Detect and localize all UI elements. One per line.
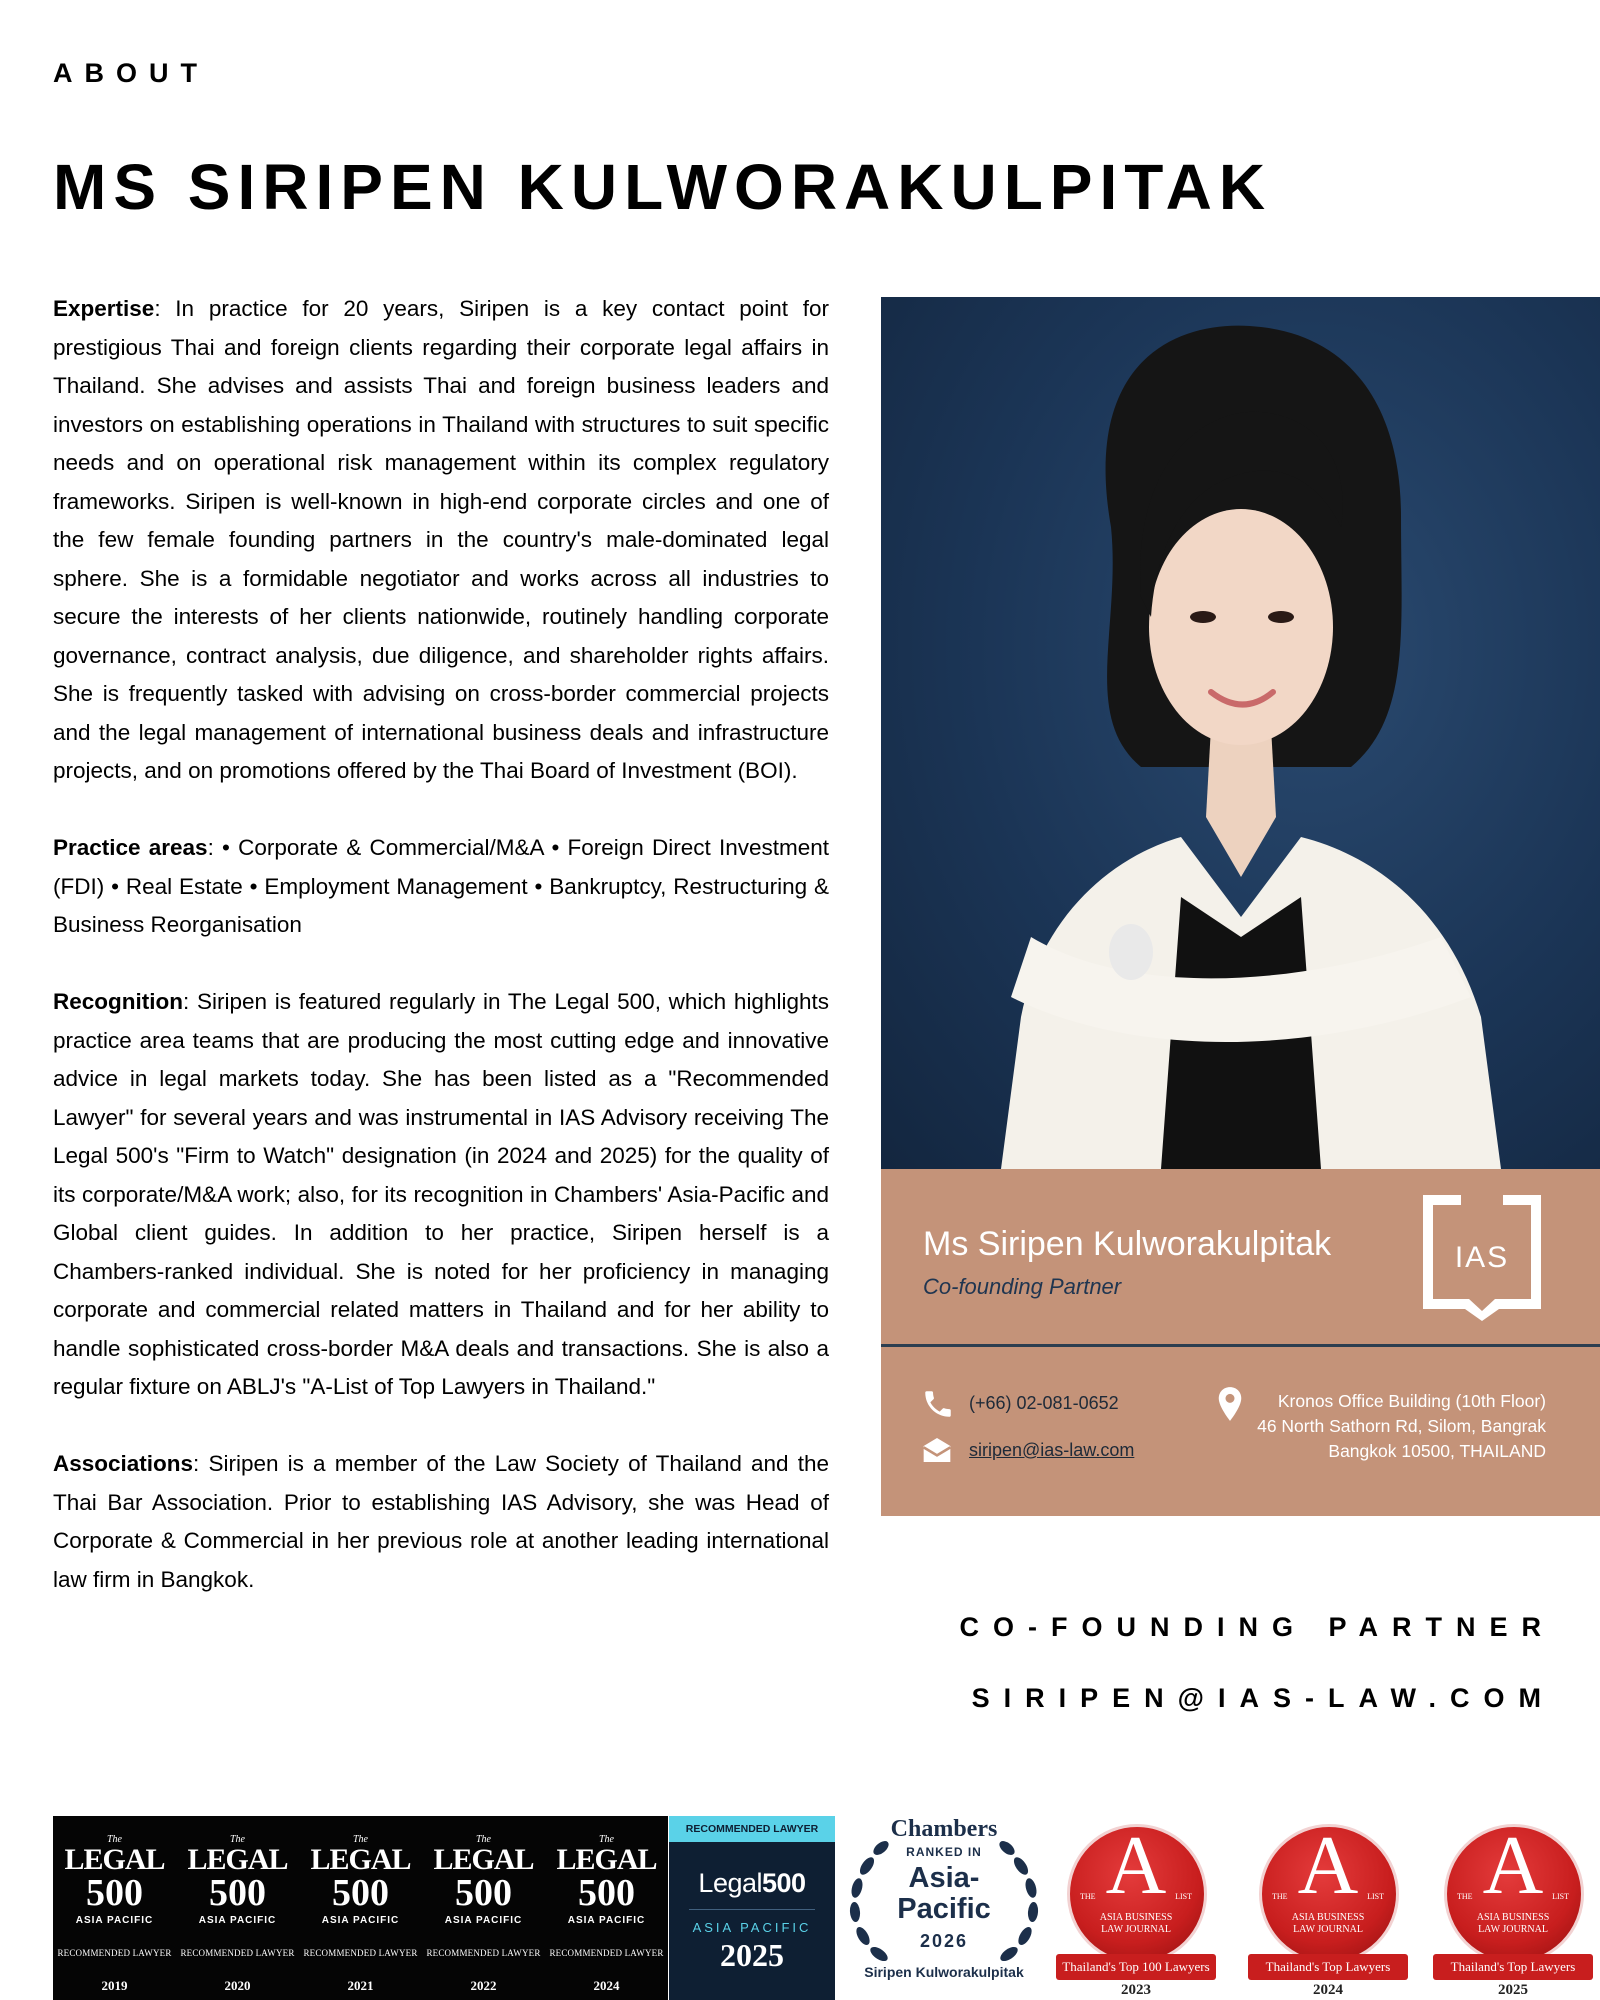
alist-badge-2024 (1248, 1816, 1408, 2000)
badge-the: The (353, 1834, 368, 1845)
badge-region: ASIA PACIFIC (198, 1915, 277, 1926)
badge-rule (689, 1909, 815, 1910)
alist-year: 2024 (1313, 1982, 1343, 1998)
ias-logo-icon (1419, 1191, 1545, 1321)
card-address (1257, 1389, 1546, 1464)
page-eyebrow: ABOUT (53, 58, 209, 88)
chambers-brand: Chambers (890, 1816, 998, 1842)
card-phone: (+66) 02-081-0652 (969, 1393, 1119, 1413)
alist-line2: LAW JOURNAL (1293, 1924, 1363, 1935)
badge-500: 500 (209, 1872, 266, 1914)
awards-strip (53, 1816, 1600, 2000)
phone-icon (921, 1387, 955, 1421)
badge-head: RECOMMENDED LAWYER (669, 1816, 835, 1842)
badge-brand (669, 1868, 835, 1899)
contact-card (881, 1169, 1600, 1516)
badge-label: RECOMMENDED LAWYER (426, 1948, 541, 1958)
badge-year: 2024 (593, 1978, 620, 1993)
badge-legal: LEGAL (433, 1843, 534, 1876)
alist-list: LIST (1175, 1892, 1192, 1901)
legal500-badge-2022 (422, 1816, 545, 2000)
card-name: Ms Siripen Kulworakulpitak (923, 1225, 1332, 1263)
alist-the: THE (1457, 1892, 1473, 1901)
badge-year: 2020 (224, 1978, 251, 1993)
alist-the: THE (1080, 1892, 1096, 1901)
chambers-region-b: Pacific (897, 1893, 991, 1925)
badge-label: RECOMMENDED LAWYER (549, 1948, 664, 1958)
side-email-heading[interactable]: SIRIPEN@IAS-LAW.COM (971, 1683, 1555, 1713)
address-line-1: Kronos Office Building (10th Floor) (1277, 1391, 1546, 1411)
alist-line1: ASIA BUSINESS (1291, 1912, 1365, 1923)
alist-ribbon: Thailand's Top Lawyers (1248, 1954, 1408, 1980)
expertise-label: Expertise (53, 296, 155, 321)
mail-icon (921, 1435, 953, 1465)
alist-year: 2023 (1121, 1982, 1151, 1998)
badge-legal: LEGAL (64, 1843, 165, 1876)
bio-section (53, 290, 829, 1638)
alist-line2: LAW JOURNAL (1478, 1924, 1548, 1935)
badge-label: RECOMMENDED LAWYER (57, 1948, 172, 1958)
portrait-illustration (881, 297, 1600, 1169)
practice-label: Practice areas (53, 835, 208, 860)
badge-year: 2021 (347, 1978, 374, 1993)
badge-region: ASIA PACIFIC (75, 1915, 154, 1926)
badge-label: RECOMMENDED LAWYER (180, 1948, 295, 1958)
practice-paragraph (53, 829, 829, 945)
laurel-left-icon (841, 1836, 891, 1966)
location-pin-icon (1216, 1386, 1244, 1422)
alist-the: THE (1272, 1892, 1288, 1901)
legal500-badge-2025 (669, 1816, 835, 2000)
badge-500: 500 (455, 1872, 512, 1914)
recognition-text: : Siripen is featured regularly in The Legal 500, which highlights practice area teams that are producing the most cutting edge and innovative advice in legal markets today. She has been listed as a "Recommended Lawyer" for several years and was instrumental in IAS Advisory receiving The Legal 500's "Firm to Watch" designation (in 2024 and 2025) for the quality of its corporate/M&A work; also, for its recognition in Chambers' Asia-Pacific and Global client guides. In addition to her practice, Siripen herself is a Chambers-ranked individual. She is noted for her proficiency in managing corporate and commercial related matters in Thailand and for her ability to handle sophisticated cross-border M&A deals and transactions. She is also a regular fixture on ABLJ's "A-List of Top Lawyers in Thailand." (53, 989, 829, 1399)
badge-500: 500 (578, 1872, 635, 1914)
legal500-badge-2021 (299, 1816, 422, 2000)
alist-letter: A (1482, 1819, 1544, 1912)
alist-line1: ASIA BUSINESS (1099, 1912, 1173, 1923)
card-email-link[interactable]: siripen@ias-law.com (969, 1440, 1135, 1460)
badge-region: ASIA PACIFIC (444, 1915, 523, 1926)
expertise-paragraph (53, 290, 829, 791)
portrait-photo (881, 297, 1600, 1169)
badge-year: 2025 (720, 1937, 784, 1973)
alist-ribbon: Thailand's Top 100 Lawyers (1056, 1954, 1216, 1980)
recognition-paragraph (53, 983, 829, 1407)
badge-region: ASIA PACIFIC (321, 1915, 400, 1926)
practice-text: : • Corporate & Commercial/M&A • Foreign Direct Investment (FDI) • Real Estate • Employment Management • Bankruptcy, Restructuring & Business Reorganisation (53, 835, 829, 937)
laurel-right-icon (997, 1836, 1047, 1966)
badge-brand-b: 500 (762, 1868, 806, 1898)
expertise-text: : In practice for 20 years, Siripen is a key contact point for prestigious Thai and foreign clients regarding their corporate legal affairs in Thailand. She advises and assists Thai and foreign business leaders and investors on establishing operations in Thailand with structures to suit specific needs and on operational risk management within its complex regulatory frameworks. Siripen is well-known in high-end corporate circles and one of the few female founding partners in the country's male-dominated legal sphere. She is a formidable negotiator and works across all industries to secure the interests of her clients nationwide, routinely handling corporate governance, contract analysis, due diligence, and shareholder rights affairs. She is frequently tasked with advising on cross-border commercial projects and the legal management of international business deals and infrastructure projects, and on promotions offered by the Thai Board of Investment (BOI). (53, 296, 829, 783)
alist-list: LIST (1552, 1892, 1569, 1901)
alist-line1: ASIA BUSINESS (1476, 1912, 1550, 1923)
associations-paragraph (53, 1445, 829, 1599)
badge-the: The (230, 1834, 245, 1845)
chambers-name: Siripen Kulworakulpitak (864, 1964, 1024, 1980)
chambers-ranked: RANKED IN (906, 1845, 982, 1859)
badge-region: ASIA PACIFIC (692, 1920, 812, 1935)
alist-letter: A (1105, 1819, 1167, 1912)
badge-label: RECOMMENDED LAWYER (303, 1948, 418, 1958)
badge-the: The (476, 1834, 491, 1845)
alist-year: 2025 (1498, 1982, 1528, 1998)
chambers-badge (839, 1816, 1049, 2000)
legal500-badge-2020 (176, 1816, 299, 2000)
legal500-badge-2019 (53, 1816, 176, 2000)
address-line-3: Bangkok 10500, THAILAND (1328, 1441, 1546, 1461)
associations-label: Associations (53, 1451, 194, 1476)
alist-list: LIST (1367, 1892, 1384, 1901)
badge-year: 2019 (101, 1978, 128, 1993)
badge-legal: LEGAL (310, 1843, 411, 1876)
badge-legal: LEGAL (556, 1843, 657, 1876)
page-title: MS SIRIPEN KULWORAKULPITAK (53, 151, 1273, 223)
recognition-label: Recognition (53, 989, 183, 1014)
badge-brand-a: Legal (698, 1868, 762, 1898)
chambers-year: 2026 (919, 1931, 969, 1951)
alist-badge-2023 (1056, 1816, 1216, 2000)
badge-legal: LEGAL (187, 1843, 288, 1876)
chambers-region-a: Asia- (908, 1862, 980, 1894)
badge-500: 500 (332, 1872, 389, 1914)
address-line-2: 46 North Sathorn Rd, Silom, Bangrak (1257, 1416, 1546, 1436)
side-role-heading: CO-FOUNDING PARTNER (959, 1612, 1555, 1642)
badge-the: The (599, 1834, 614, 1845)
badge-region: ASIA PACIFIC (567, 1915, 646, 1926)
alist-ribbon: Thailand's Top Lawyers (1433, 1954, 1593, 1980)
ias-logo-text: IAS (1454, 1241, 1510, 1274)
badge-the: The (107, 1834, 122, 1845)
alist-line2: LAW JOURNAL (1101, 1924, 1171, 1935)
legal500-badge-2024 (545, 1816, 668, 2000)
associations-text: : Siripen is a member of the Law Society of Thailand and the Thai Bar Association. Prior to establishing IAS Advisory, she was Head of Corporate & Commercial in her previous role at another leading international law firm in Bangkok. (53, 1451, 829, 1592)
card-divider (881, 1344, 1600, 1347)
alist-badge-2025 (1433, 1816, 1593, 2000)
badge-year: 2022 (470, 1978, 497, 1993)
card-role: Co-founding Partner (923, 1274, 1122, 1299)
alist-letter: A (1297, 1819, 1359, 1912)
badge-500: 500 (86, 1872, 143, 1914)
